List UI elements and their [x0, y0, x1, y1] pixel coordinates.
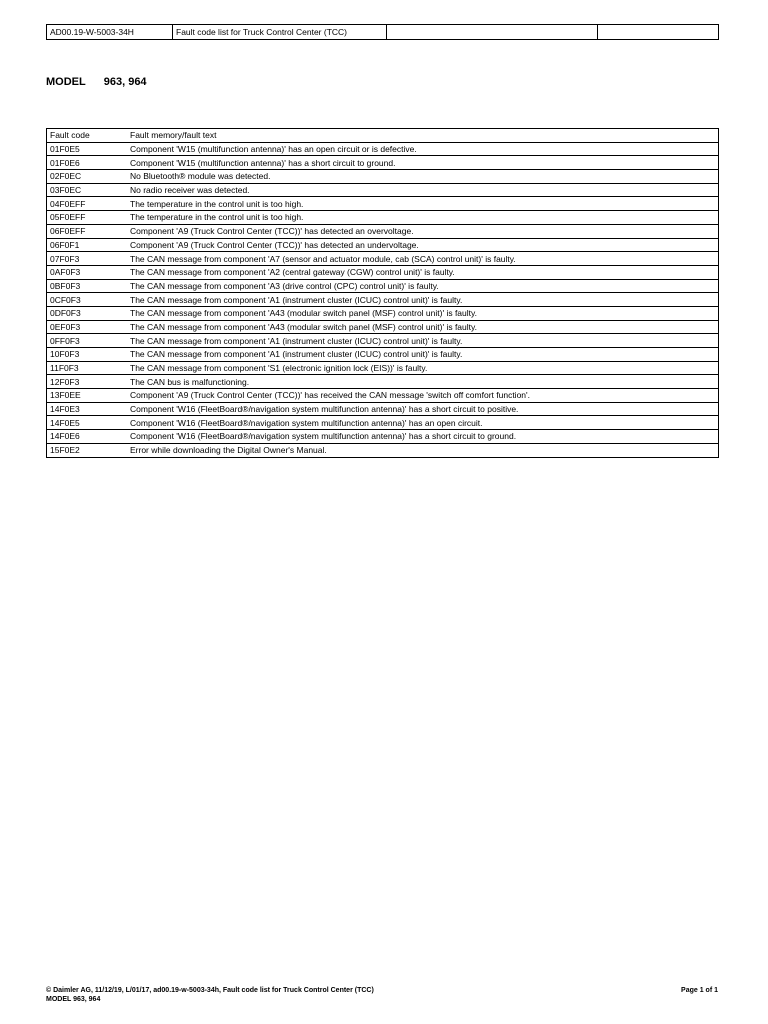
table-row — [47, 402, 719, 416]
fault-text-cell: The CAN bus is malfunctioning. — [127, 375, 719, 389]
table-row — [47, 334, 719, 348]
fault-code-cell: 01F0E6 — [47, 156, 128, 170]
fault-code-cell: 12F0F3 — [47, 375, 128, 389]
table-row — [47, 197, 719, 211]
footer-copyright — [46, 986, 374, 1004]
table-row — [47, 211, 719, 225]
table-row — [47, 156, 719, 170]
document-title: Fault code list for Truck Control Center (TCC) — [173, 25, 387, 40]
table-row — [47, 361, 719, 375]
table-row — [47, 375, 719, 389]
table-row — [47, 320, 719, 334]
table-row — [47, 170, 719, 184]
fault-text-cell: The temperature in the control unit is too high. — [127, 211, 719, 225]
table-row — [47, 293, 719, 307]
fault-code-cell: 03F0EC — [47, 183, 128, 197]
table-row — [47, 389, 719, 403]
fault-text-cell: The CAN message from component 'A2 (central gateway (CGW) control unit)' is faulty. — [127, 265, 719, 279]
fault-text-cell: The CAN message from component 'A3 (drive control (CPC) control unit)' is faulty. — [127, 279, 719, 293]
fault-code-cell: 15F0E2 — [47, 443, 128, 457]
table-row — [47, 279, 719, 293]
fault-text-cell: The CAN message from component 'S1 (electronic ignition lock (EIS))' is faulty. — [127, 361, 719, 375]
table-row — [47, 238, 719, 252]
fault-text-cell: Component 'W15 (multifunction antenna)' has a short circuit to ground. — [127, 156, 719, 170]
fault-text-cell: The CAN message from component 'A7 (sensor and actuator module, cab (SCA) control unit)' is faulty. — [127, 252, 719, 266]
fault-code-cell: 14F0E3 — [47, 402, 128, 416]
fault-text-cell: The temperature in the control unit is too high. — [127, 197, 719, 211]
fault-code-cell: 14F0E5 — [47, 416, 128, 430]
fault-code-cell: 0EF0F3 — [47, 320, 128, 334]
table-row — [47, 348, 719, 362]
fault-text-cell: Component 'W16 (FleetBoard®/navigation system multifunction antenna)' has an open circuit. — [127, 416, 719, 430]
model-label: MODEL — [46, 76, 86, 88]
fault-text-cell: No radio receiver was detected. — [127, 183, 719, 197]
table-row — [47, 224, 719, 238]
fault-code-cell: 0BF0F3 — [47, 279, 128, 293]
fault-text-cell: The CAN message from component 'A1 (instrument cluster (ICUC) control unit)' is faulty. — [127, 348, 719, 362]
fault-text-cell: Error while downloading the Digital Owner's Manual. — [127, 443, 719, 457]
column-header-fault-code: Fault code — [47, 129, 128, 143]
table-header-row — [47, 129, 719, 143]
fault-code-cell: 0DF0F3 — [47, 306, 128, 320]
fault-text-cell: The CAN message from component 'A1 (instrument cluster (ICUC) control unit)' is faulty. — [127, 293, 719, 307]
table-row — [47, 416, 719, 430]
column-header-fault-text: Fault memory/fault text — [127, 129, 719, 143]
model-heading — [46, 76, 147, 88]
document-header — [46, 24, 719, 40]
fault-code-cell: 04F0EFF — [47, 197, 128, 211]
fault-code-cell: 11F0F3 — [47, 361, 128, 375]
fault-text-cell: Component 'A9 (Truck Control Center (TCC))' has detected an undervoltage. — [127, 238, 719, 252]
fault-text-cell: Component 'A9 (Truck Control Center (TCC))' has detected an overvoltage. — [127, 224, 719, 238]
fault-text-cell: No Bluetooth® module was detected. — [127, 170, 719, 184]
fault-code-table-body — [47, 129, 719, 458]
fault-code-cell: 01F0E5 — [47, 142, 128, 156]
footer-model-line: MODEL 963, 964 — [46, 996, 101, 1003]
fault-code-cell: 07F0F3 — [47, 252, 128, 266]
table-row — [47, 443, 719, 457]
fault-text-cell: The CAN message from component 'A43 (modular switch panel (MSF) control unit)' is faulty. — [127, 320, 719, 334]
fault-text-cell: Component 'A9 (Truck Control Center (TCC))' has received the CAN message 'switch off comfort function'. — [127, 389, 719, 403]
fault-text-cell: The CAN message from component 'A1 (instrument cluster (ICUC) control unit)' is faulty. — [127, 334, 719, 348]
fault-text-cell: The CAN message from component 'A43 (modular switch panel (MSF) control unit)' is faulty. — [127, 306, 719, 320]
header-empty-cell-2 — [598, 25, 719, 40]
fault-text-cell: Component 'W16 (FleetBoard®/navigation system multifunction antenna)' has a short circuit to positive. — [127, 402, 719, 416]
table-row — [47, 142, 719, 156]
fault-code-cell: 06F0EFF — [47, 224, 128, 238]
document-header-row — [47, 25, 719, 40]
table-row — [47, 430, 719, 444]
document-id: AD00.19-W-5003-34H — [47, 25, 173, 40]
fault-code-cell: 05F0EFF — [47, 211, 128, 225]
table-row — [47, 306, 719, 320]
fault-code-cell: 06F0F1 — [47, 238, 128, 252]
fault-code-cell: 0CF0F3 — [47, 293, 128, 307]
fault-text-cell: Component 'W16 (FleetBoard®/navigation system multifunction antenna)' has a short circuit to ground. — [127, 430, 719, 444]
model-value: 963, 964 — [103, 76, 147, 88]
footer-copyright-line: © Daimler AG, 11/12/19, L/01/17, ad00.19-w-5003-34h, Fault code list for Truck Control Center (TCC) — [46, 987, 374, 994]
fault-code-cell: 0AF0F3 — [47, 265, 128, 279]
fault-code-cell: 13F0EE — [47, 389, 128, 403]
table-row — [47, 265, 719, 279]
fault-code-cell: 02F0EC — [47, 170, 128, 184]
table-row — [47, 183, 719, 197]
fault-code-table — [46, 128, 719, 458]
fault-code-cell: 14F0E6 — [47, 430, 128, 444]
header-empty-cell-1 — [387, 25, 598, 40]
fault-text-cell: Component 'W15 (multifunction antenna)' has an open circuit or is defective. — [127, 142, 719, 156]
table-row — [47, 252, 719, 266]
fault-code-cell: 10F0F3 — [47, 348, 128, 362]
fault-code-cell: 0FF0F3 — [47, 334, 128, 348]
footer-page-number: Page 1 of 1 — [681, 987, 718, 994]
